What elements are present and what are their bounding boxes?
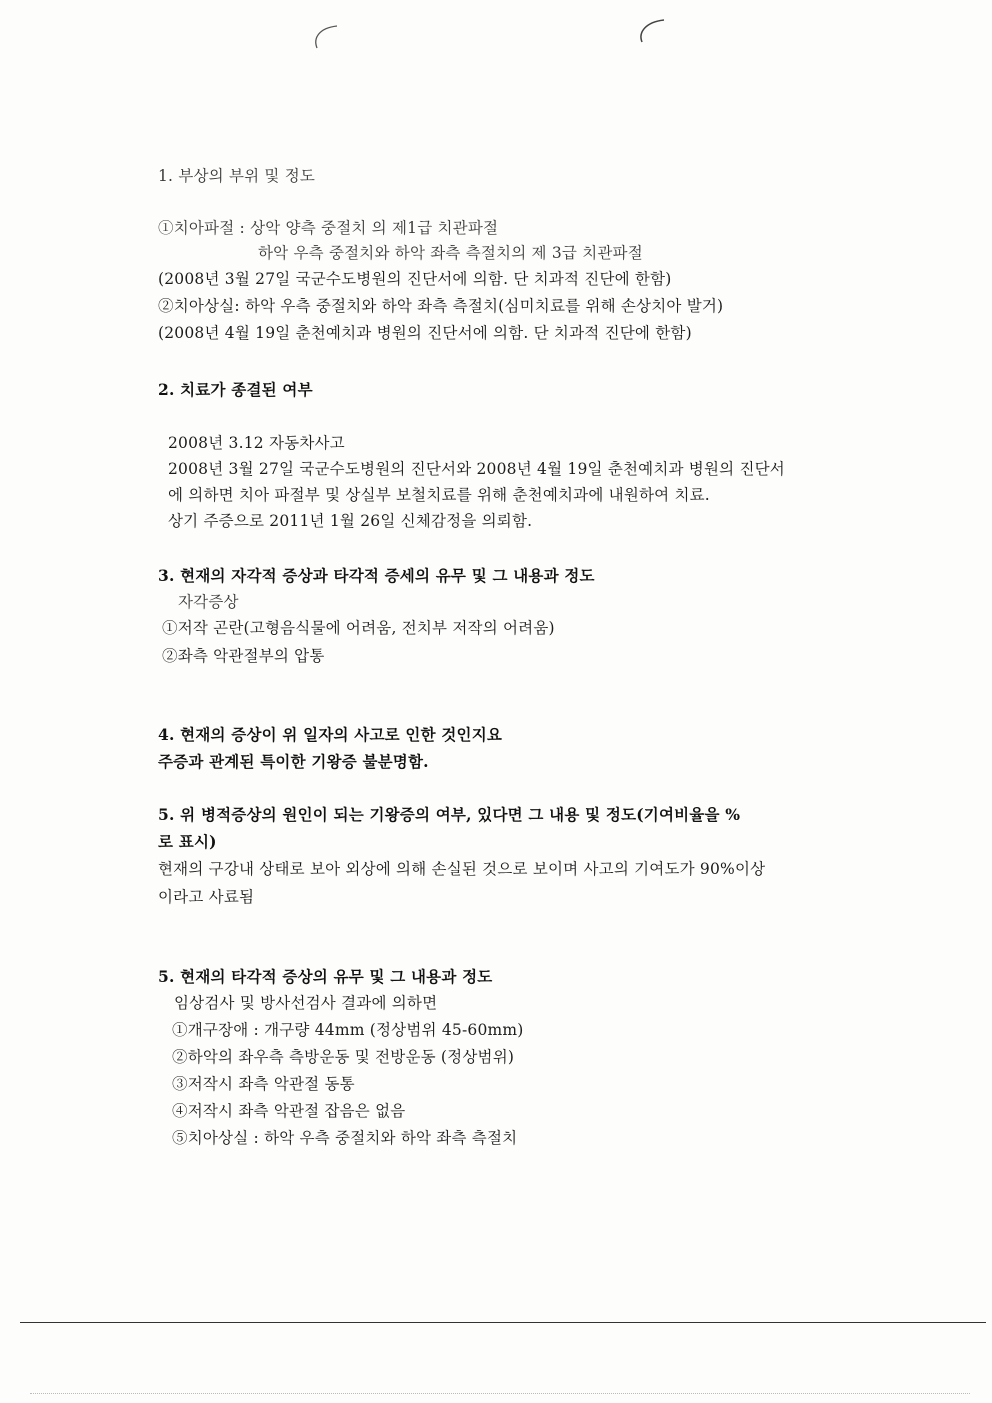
section5a-line: 이라고 사료됨 [158,888,255,906]
section5b-line: ③저작시 좌측 악관절 동통 [172,1075,355,1093]
section4-title: 4. 현재의 증상이 위 일자의 사고로 인한 것인지요 [158,725,503,744]
section5a-title-cont: 로 표시) [158,832,217,851]
section1-line: (2008년 4월 19일 춘천예치과 병원의 진단서에 의함. 단 치과적 진단에 한함) [158,324,692,342]
binder-hole-mark-left [305,20,345,50]
section5b-line: ②하악의 좌우측 측방운동 및 전방운동 (정상범위) [172,1048,515,1066]
section2-line: 2008년 3월 27일 국군수도병원의 진단서와 2008년 4월 19일 춘천예치과 병원의 진단서 [168,460,785,478]
section2-line: 에 의하면 치아 파절부 및 상실부 보철치료를 위해 춘천예치과에 내원하여 치료. [168,486,710,504]
section2-line: 상기 주증으로 2011년 1월 26일 신체감정을 의뢰함. [168,512,533,530]
section1-line: ②치아상실: 하악 우측 중절치와 하악 좌측 측절치(심미치료를 위해 손상치아 발거) [158,297,724,315]
bottom-scan-line [30,1393,970,1394]
section1-line: ①치아파절 : 상악 양측 중절치 의 제1급 치관파절 [158,219,499,237]
section3-title: 3. 현재의 자각적 증상과 타각적 증세의 유무 및 그 내용과 정도 [158,566,595,585]
section5a-line: 현재의 구강내 상태로 보아 외상에 의해 손실된 것으로 보이며 사고의 기여도가 90%이상 [158,860,766,878]
section3-line: ①저작 곤란(고형음식물에 어려움, 전치부 저작의 어려움) [162,619,555,637]
section5b-line: ⑤치아상실 : 하악 우측 중절치와 하악 좌측 측절치 [172,1129,518,1147]
section2-line: 2008년 3.12 자동차사고 [168,434,345,452]
section3-line: ②좌측 악관절부의 압통 [162,647,325,665]
section5b-line: ①개구장애 : 개구량 44mm (정상범위 45-60mm) [172,1021,524,1039]
section4-line: 주증과 관계된 특이한 기왕증 불분명함. [158,752,429,771]
section3-subheading: 자각증상 [178,593,239,611]
section5b-title: 5. 현재의 타각적 증상의 유무 및 그 내용과 정도 [158,967,493,986]
section5b-line: 임상검사 및 방사선검사 결과에 의하면 [174,994,438,1012]
binder-hole-mark-right [632,16,672,46]
section5b-line: ④저작시 좌측 악관절 잡음은 없음 [172,1102,406,1120]
section5a-title: 5. 위 병적증상의 원인이 되는 기왕증의 여부, 있다면 그 내용 및 정도(기여비율을 % [158,805,741,824]
section2-title: 2. 치료가 종결된 여부 [158,380,313,399]
bottom-divider [20,1322,986,1323]
section1-line: 하악 우측 중절치와 하악 좌측 측절치의 제 3급 치관파절 [258,244,643,262]
section1-line: (2008년 3월 27일 국군수도병원의 진단서에 의함. 단 치과적 진단에 한함) [158,270,672,288]
section1-title: 1. 부상의 부위 및 정도 [158,167,316,185]
